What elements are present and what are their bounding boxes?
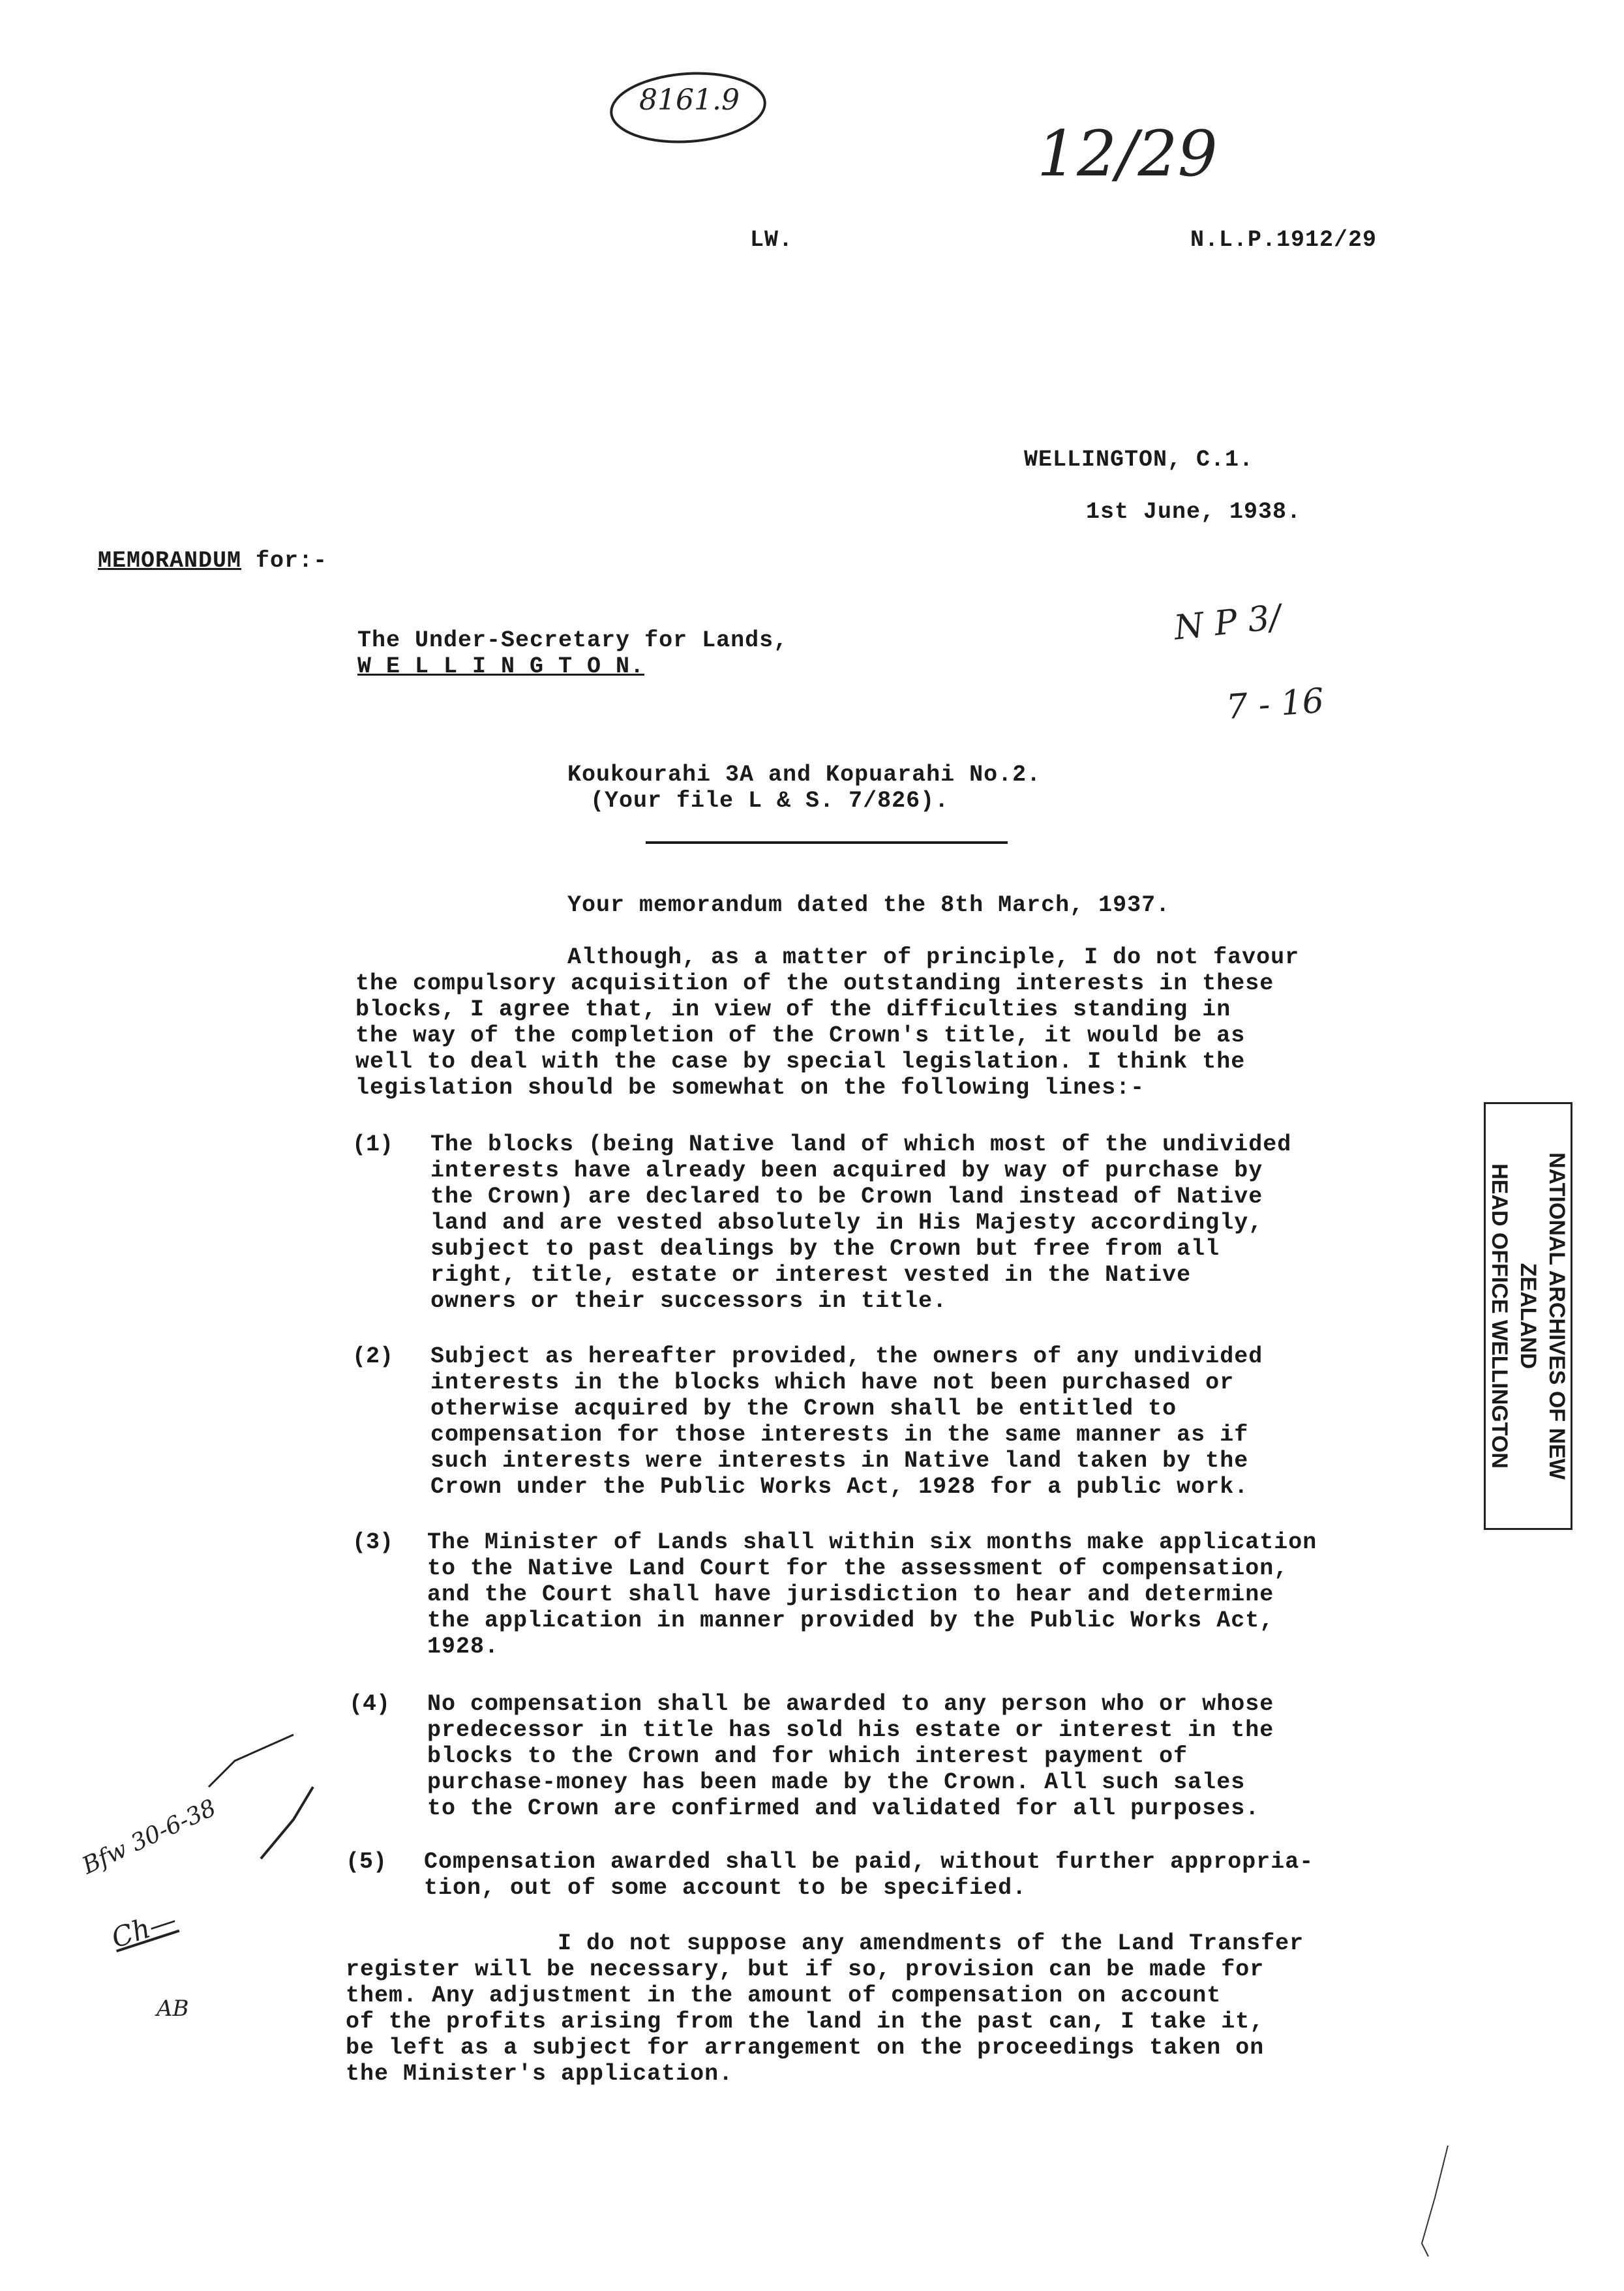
item-line: to the Native Land Court for the assessment of compensation, <box>427 1555 1289 1581</box>
item-line: 1928. <box>427 1634 500 1660</box>
item-line: right, title, estate or interest vested in the Native <box>430 1262 1192 1288</box>
item-line: such interests were interests in Native land taken by the <box>430 1448 1249 1474</box>
intro-line: the compulsory acquisition of the outstanding interests in these <box>355 970 1274 996</box>
handwritten-file-ref: 12/29 <box>1037 117 1218 190</box>
item-line: Subject as hereafter provided, the owners of any undivided <box>430 1343 1263 1370</box>
memorandum-suffix: for:- <box>241 548 328 574</box>
closing-paragraph <box>346 1930 1304 2087</box>
item-3-text <box>427 1529 1317 1660</box>
header-date: 1st June, 1938. <box>1086 499 1302 525</box>
closing-line: them. Any adjustment in the amount of compensation on account <box>346 1983 1222 2009</box>
closing-line: I do not suppose any amendments of the Land Transfer <box>558 1930 1304 1956</box>
addressee-line1: The Under-Secretary for Lands, <box>357 627 789 653</box>
margin-initials: AB <box>157 1996 189 2022</box>
item-1-text <box>430 1131 1291 1314</box>
header-location: WELLINGTON, C.1. <box>1024 447 1254 473</box>
item-line: interests have already been acquired by way of purchase by <box>430 1158 1263 1184</box>
item-line: No compensation shall be awarded to any person who or whose <box>427 1691 1274 1717</box>
intro-line: the way of the completion of the Crown's title, it would be as <box>355 1023 1246 1049</box>
item-line: blocks to the Crown and for which interest payment of <box>427 1743 1188 1769</box>
intro-paragraph <box>355 944 1299 1101</box>
margin-signature-date: Bfw 30-6-38 <box>78 1794 220 1880</box>
header-code: LW. <box>750 227 794 253</box>
addressee-line2: W E L L I N G T O N. <box>357 653 645 680</box>
subject-rule <box>646 841 1008 844</box>
item-number: (1) <box>352 1131 394 1158</box>
item-line: otherwise acquired by the Crown shall be entitled to <box>430 1396 1177 1422</box>
item-line: tion, out of some account to be specified. <box>424 1875 1027 1901</box>
intro-line: Although, as a matter of principle, I do not favour <box>567 944 1300 970</box>
memorandum-label <box>98 548 327 574</box>
reference-line: Your memorandum dated the 8th March, 1937. <box>567 892 1171 918</box>
item-line: subject to past dealings by the Crown but free from all <box>430 1236 1220 1262</box>
margin-note-1: N P 3/ <box>1172 597 1283 648</box>
item-line: to the Crown are confirmed and validated for all purposes. <box>427 1795 1260 1821</box>
item-number: (2) <box>352 1343 394 1370</box>
item-2-text <box>430 1343 1263 1500</box>
item-5-text <box>424 1849 1314 1901</box>
item-number: (5) <box>346 1849 387 1875</box>
header-reference: N.L.P.1912/29 <box>1190 227 1377 253</box>
margin-note-2: 7 - 16 <box>1225 681 1325 728</box>
intro-line: well to deal with the case by special legislation. I think the <box>355 1049 1246 1075</box>
scan-artifact <box>1402 2139 1481 2269</box>
item-line: interests in the blocks which have not been purchased or <box>430 1370 1235 1396</box>
stamp-line2: HEAD OFFICE WELLINGTON <box>1487 1163 1512 1469</box>
intro-line: blocks, I agree that, in view of the difficulties standing in <box>355 996 1231 1023</box>
item-line: and the Court shall have jurisdiction to hear and determine <box>427 1581 1274 1608</box>
margin-signature-name: Ch— <box>108 1903 181 1954</box>
margin-tick-marks <box>196 1709 326 1891</box>
circled-number: 8161.9 <box>639 83 740 117</box>
closing-line: be left as a subject for arrangement on the proceedings taken on <box>346 2035 1265 2061</box>
memorandum-word: MEMORANDUM <box>98 548 242 574</box>
closing-line: the Minister's application. <box>346 2061 734 2087</box>
item-line: The Minister of Lands shall within six months make application <box>427 1529 1317 1555</box>
item-line: compensation for those interests in the same manner as if <box>430 1422 1249 1448</box>
item-4-text <box>427 1691 1274 1821</box>
item-line: Compensation awarded shall be paid, without further appropria- <box>424 1849 1314 1875</box>
stamp-line1: NATIONAL ARCHIVES OF NEW ZEALAND <box>1516 1152 1569 1480</box>
subject-line1: Koukourahi 3A and Kopuarahi No.2. <box>567 762 1042 788</box>
archive-stamp <box>1484 1102 1572 1530</box>
closing-line: register will be necessary, but if so, provision can be made for <box>346 1956 1265 1983</box>
item-number: (4) <box>349 1691 391 1717</box>
item-line: predecessor in title has sold his estate or interest in the <box>427 1717 1274 1743</box>
item-line: The blocks (being Native land of which most of the undivided <box>430 1131 1292 1158</box>
item-line: the Crown) are declared to be Crown land instead of Native <box>430 1184 1263 1210</box>
item-line: purchase-money has been made by the Crown. All such sales <box>427 1769 1246 1795</box>
item-number: (3) <box>352 1529 394 1555</box>
item-line: owners or their successors in title. <box>430 1288 948 1314</box>
item-line: the application in manner provided by the Public Works Act, <box>427 1608 1274 1634</box>
item-line: Crown under the Public Works Act, 1928 for a public work. <box>430 1474 1249 1500</box>
intro-line: legislation should be somewhat on the following lines:- <box>355 1075 1145 1101</box>
item-line: land and are vested absolutely in His Majesty accordingly, <box>430 1210 1263 1236</box>
closing-line: of the profits arising from the land in the past can, I take it, <box>346 2009 1265 2035</box>
subject-line2: (Your file L & S. 7/826). <box>590 788 950 814</box>
